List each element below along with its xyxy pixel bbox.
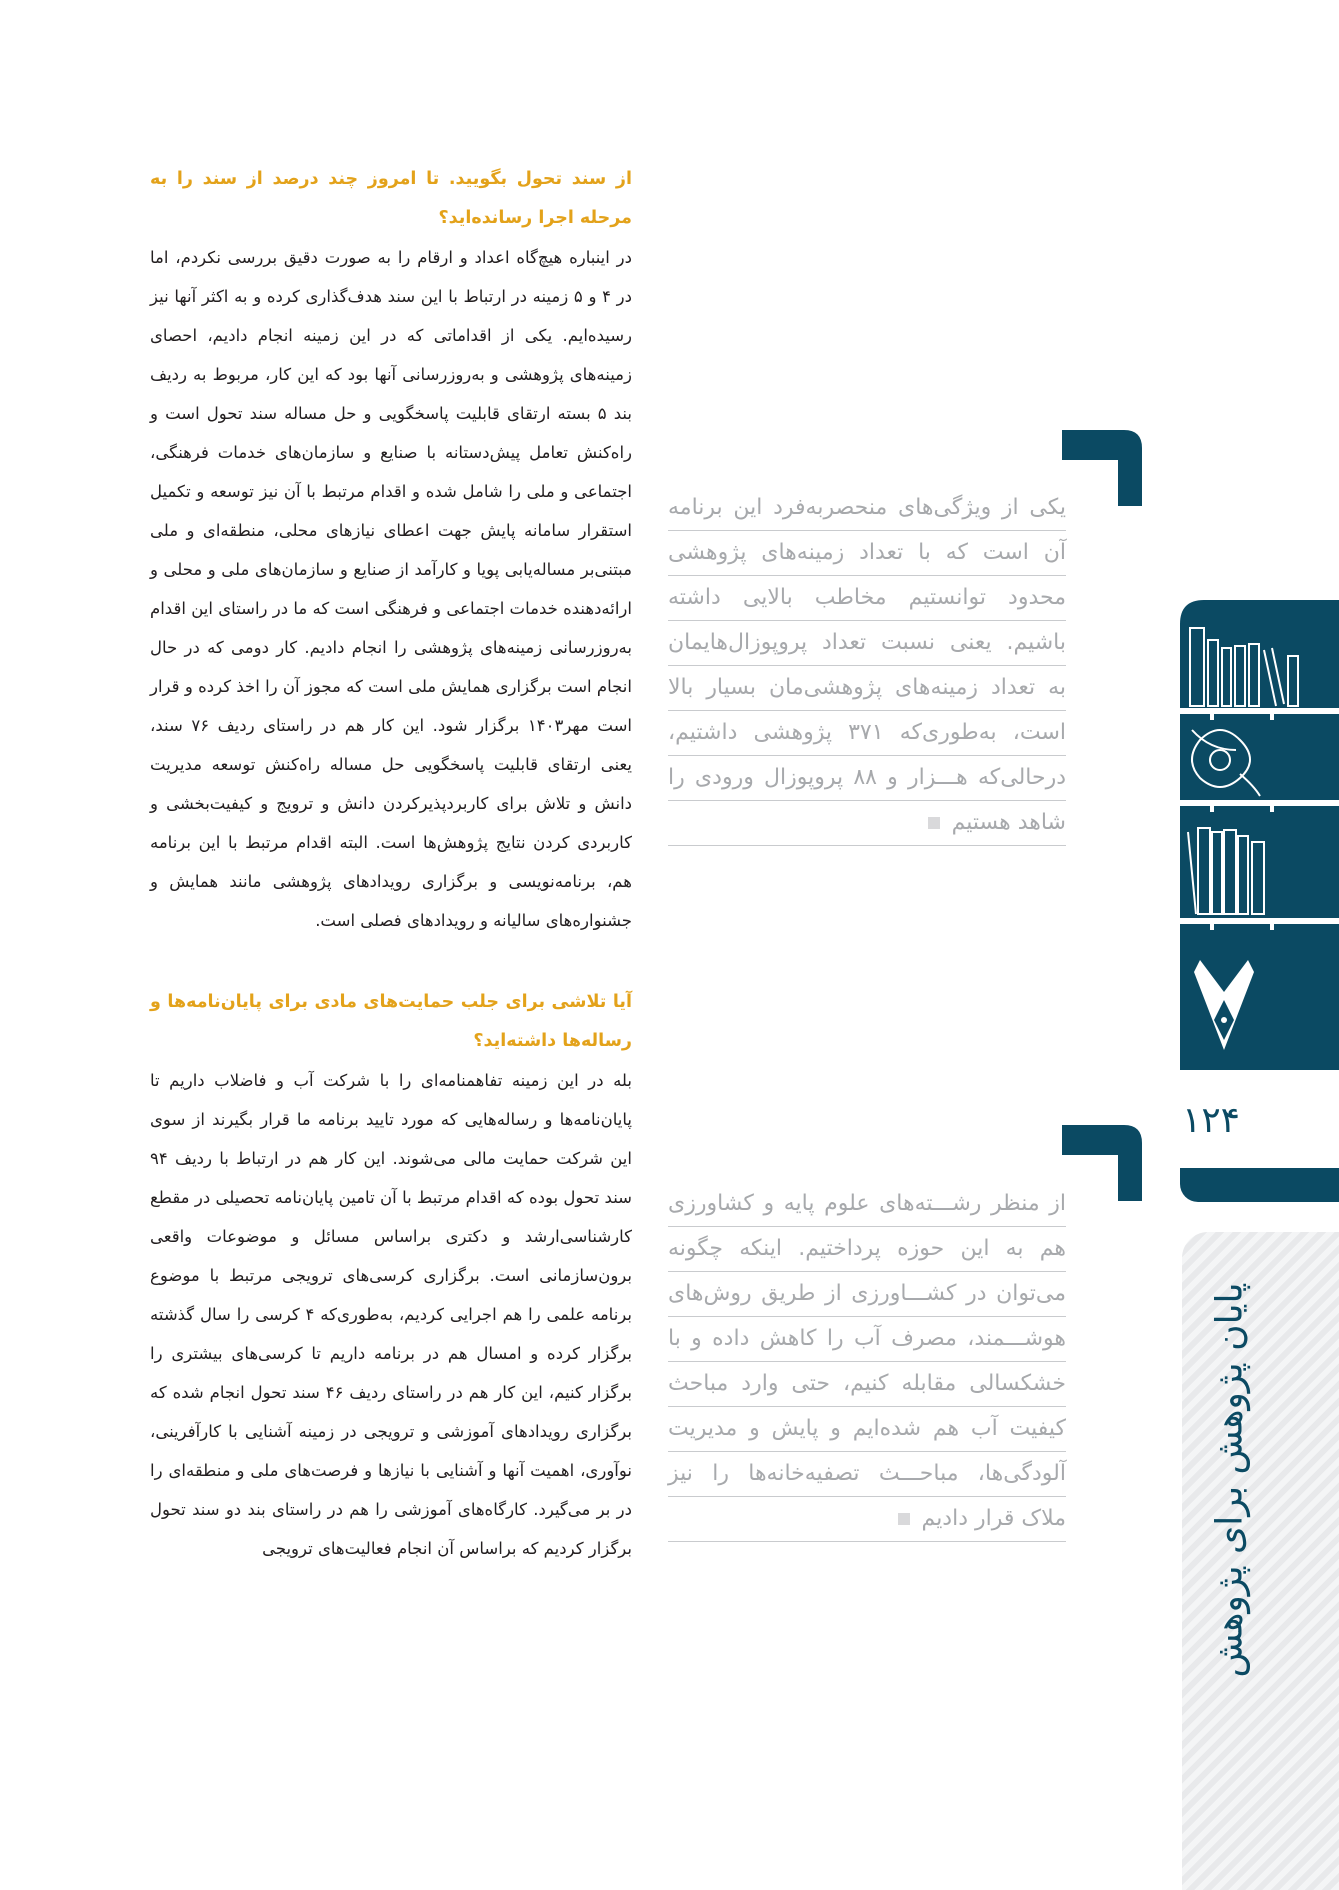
quote-line: خشکسالی مقابله کنیم، حتی وارد مباحث bbox=[668, 1362, 1066, 1407]
end-square-icon bbox=[898, 1513, 910, 1525]
section-title-vertical bbox=[1180, 1280, 1280, 1680]
quote-line: است، به‌طوری‌که ۳۷۱ پژوهشی داشتیم، bbox=[668, 711, 1066, 756]
quote-bracket-icon bbox=[1062, 1125, 1142, 1201]
quote-line: درحالی‌که هـــزار و ۸۸ پروپوزال ورودی را bbox=[668, 756, 1066, 801]
quote-line: به تعداد زمینه‌های پژوهشی‌مان بسیار بالا bbox=[668, 666, 1066, 711]
quote-line: از منظر رشـــته‌های علوم پایه و کشاورزی bbox=[668, 1182, 1066, 1227]
question-heading-1: از سند تحول بگویید. تا امروز چند درصد از سند را به مرحله اجرا رسانده‌اید؟ bbox=[150, 169, 632, 228]
quote-bracket-icon bbox=[1062, 430, 1142, 506]
quote-line: آلودگی‌ها، مباحـــث تصفیه‌خانه‌ها را نیز bbox=[668, 1452, 1066, 1497]
quote-line: یکی از ویژگی‌های منحصربه‌فرد این برنامه bbox=[668, 486, 1066, 531]
sidebar-icon-panel bbox=[1180, 600, 1339, 1070]
answer-paragraph-2: بله در این زمینه تفاهمنامه‌ای را با شرکت آب و فاضلاب داریم تا پایان‌نامه‌ها و رساله‌هایی که مورد تایید برنامه ما قرار بگیرند از سوی این شرکت حمایت مالی می‌شوند. این کار هم در ارتباط با ردیف ۹۴ سند تحول بوده که اقدام مرتبط با آن تامین پایان‌نامه تحصیلی در مقطع کارشناسی‌ارشد و دکتری براساس مسائل و موضوعات واقعی برون‌سازمانی است. برگزاری کرسی‌های ترویجی مرتبط با موضوع برنامه علمی را هم اجرایی کردیم، به‌طوری‌که ۴ کرسی را سال گذشته برگزار کرده و امسال هم در برنامه داریم تا کرسی‌های بیشتری را برگزار کنیم، این کار هم در راستای ردیف ۴۶ سند تحول انجام شده که برگزاری رویدادهای آموزشی و ترویجی در زمینه آشنایی با کارآفرینی، نوآوری، اهمیت آنها و آشنایی با نیازها و فرصت‌های ملی و منطقه‌ای را در بر می‌گیرد. کارگاه‌های آموزشی را هم در راستای بند دو سند تحول برگزار کردیم که براساس آن انجام فعالیت‌های ترویجی bbox=[150, 1071, 632, 1558]
sidebar-band bbox=[1180, 1168, 1339, 1202]
quote-line: کیفیت آب هم شده‌ایم و پایش و مدیریت bbox=[668, 1407, 1066, 1452]
quote-line: هوشـــمند، مصرف آب را کاهش داده و با bbox=[668, 1317, 1066, 1362]
main-column bbox=[150, 160, 632, 1568]
quote-line: شاهد هستیم bbox=[951, 810, 1066, 835]
page-number: ۱۲۴ bbox=[1182, 1100, 1241, 1141]
quote-line: ملاک قرار دادیم bbox=[921, 1506, 1066, 1531]
quote-line: آن است که با تعداد زمینه‌های پژوهشی bbox=[668, 531, 1066, 576]
section-title: پایان پژوهش برای پژوهش bbox=[1209, 1282, 1251, 1678]
end-square-icon bbox=[928, 817, 940, 829]
question-heading-2: آیا تلاشی برای جلب حمایت‌های مادی برای پایان‌نامه‌ها و رساله‌ها داشته‌اید؟ bbox=[150, 992, 632, 1051]
quote-line: هم به این حوزه پرداختیم. اینکه چگونه bbox=[668, 1227, 1066, 1272]
pull-quote-2 bbox=[668, 1182, 1066, 1542]
quote-line: محدود توانستیم مخاطب بالایی داشته bbox=[668, 576, 1066, 621]
answer-paragraph-1: در اینباره هیچ‌گاه اعداد و ارقام را به صورت دقیق بررسی نکردم، اما در ۴ و ۵ زمینه در ارتباط با این سند هدف‌گذاری کرده و به اکثر آنها نیز رسیده‌ایم. یکی از اقداماتی که در این زمینه انجام دادیم، احصای زمینه‌های پژوهشی و به‌روزرسانی آنها بود که این کار، مربوط به ردیف بند ۵ بسته ارتقای قابلیت پاسخگویی و حل مساله سند تحول است و راه‌کنش تعامل پیش‌دستانه با صنایع و سازمان‌های خدمات فرهنگی، اجتماعی و ملی را شامل شده و اقدام مرتبط با آن نیز توسعه و تکمیل استقرار سامانه پایش جهت اعطای نیازهای محلی، منطقه‌ای و ملی مبتنی‌بر مساله‌یابی پویا و کارآمد از صنایع و سازمان‌های ملی و محلی و ارائه‌دهنده خدمات اجتماعی و فرهنگی است که ما در راستای این اقدام به‌روزرسانی زمینه‌های پژوهشی را انجام دادیم. کار دومی که در حال انجام است برگزاری همایش ملی است که مجوز آن را اخذ کرده و قرار است مهر۱۴۰۳ برگزار شود. این کار هم در راستای ردیف ۷۶ سند، یعنی ارتقای قابلیت پاسخگویی حل مساله راه‌کنش توسعه مدیریت دانش و تلاش برای کاربردپذیرکردن دانش و ترویج و کیفیت‌بخشی و کاربردی کردن نتایج پژوهش‌ها است. البته اقدام مرتبط با این برنامه هم، برنامه‌نویسی و برگزاری رویدادهای پژوهشی مانند همایش و جشنواره‌های سالیانه و رویدادهای فصلی است. bbox=[150, 248, 633, 930]
quote-line: باشیم. یعنی نسبت تعداد پروپوزال‌هایمان bbox=[668, 621, 1066, 666]
pull-quote-1 bbox=[668, 486, 1066, 846]
quote-line: می‌توان در کشـــاورزی از طریق روش‌های bbox=[668, 1272, 1066, 1317]
